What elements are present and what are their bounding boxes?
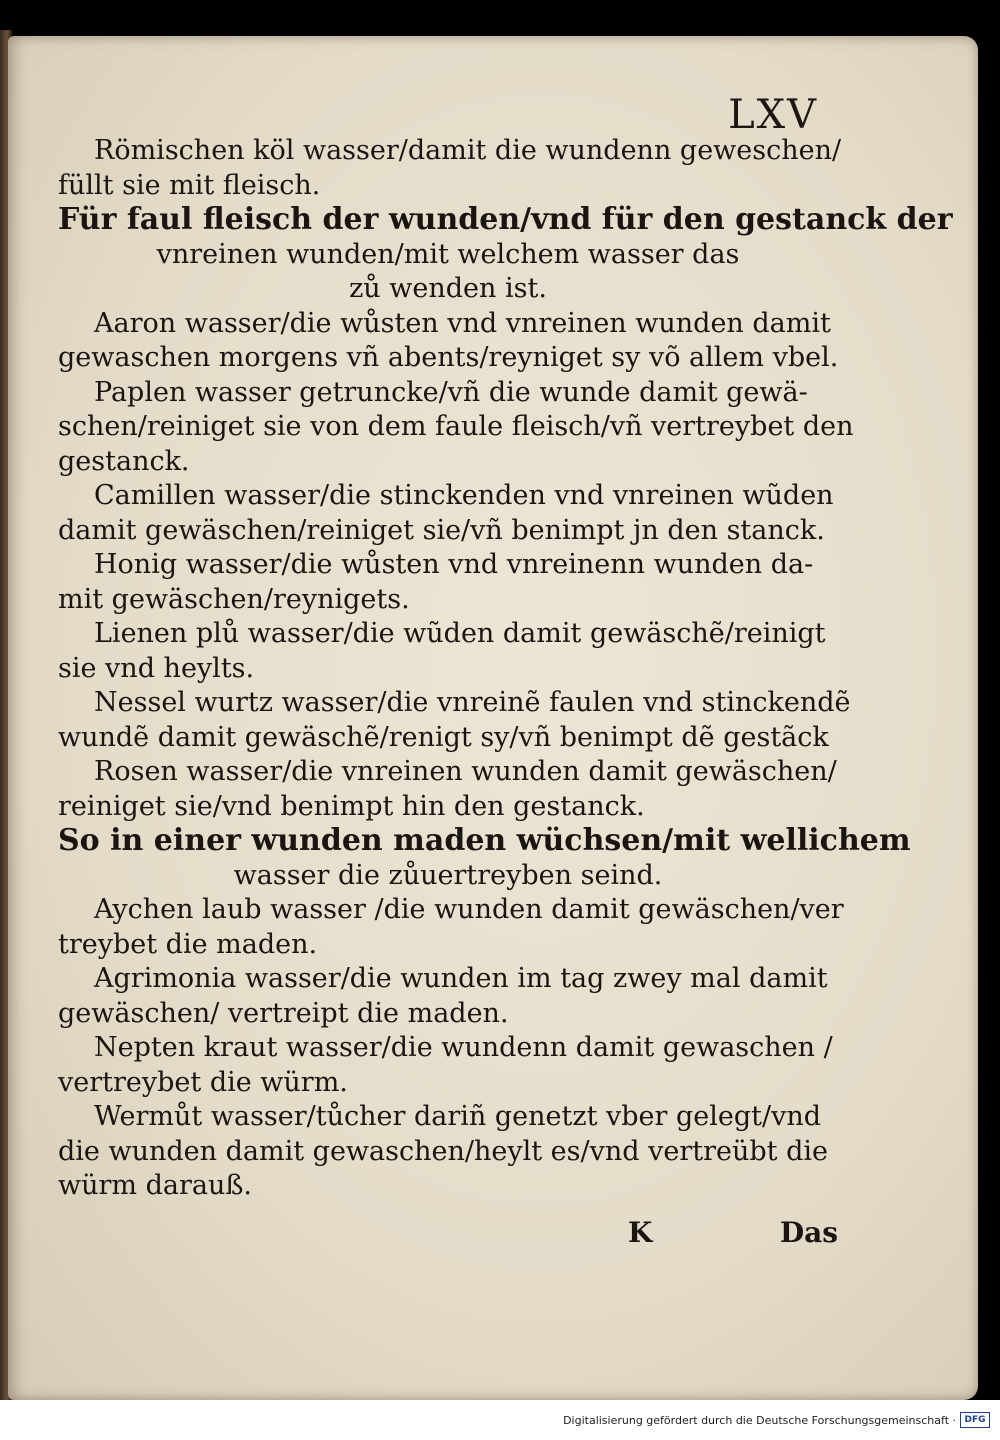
dfg-logo: DFG: [960, 1412, 990, 1428]
text-line: damit gewäschen/reiniget sie/vñ benimpt jn den stanck.: [58, 514, 825, 546]
text-line: gestanck.: [58, 445, 190, 477]
section-heading-line: So in einer wunden maden wüchsen/mit wellichem: [58, 823, 911, 858]
catchword: Das: [779, 1216, 838, 1249]
text-line: vnreinen wunden/mit welchem wasser das: [156, 238, 740, 270]
text-line: schen/reiniget sie von dem faule fleisch/vñ vertreybet den: [58, 411, 854, 442]
page-text: [58, 134, 953, 1204]
text-line: die wunden damit gewaschen/heylt es/vnd vertreübt die: [58, 1135, 828, 1167]
text-line: gewäschen/ vertreipt die maden.: [58, 997, 509, 1029]
text-line: Honig wasser/die wůsten vnd vnreinenn wunden da-: [94, 549, 814, 580]
text-line: füllt sie mit fleisch.: [58, 169, 321, 201]
text-line: Agrimonia wasser/die wunden im tag zwey mal damit: [94, 963, 828, 994]
text-line: reiniget sie/vnd benimpt hin den gestanck.: [58, 790, 645, 822]
text-line: Römischen köl wasser/damit die wundenn geweschen/: [94, 135, 842, 166]
book-page: [8, 36, 978, 1400]
digitization-credit-bar: [0, 1400, 1000, 1440]
text-line: wasser die zůuertreyben seind.: [233, 859, 663, 891]
text-line: mit gewäschen/reynigets.: [58, 583, 410, 615]
signature-mark: K: [628, 1216, 653, 1249]
text-line: zů wenden ist.: [349, 273, 547, 304]
text-line: Paplen wasser getruncke/vñ die wunde damit gewä-: [94, 376, 808, 408]
text-line: Nepten kraut wasser/die wundenn damit gewaschen /: [94, 1032, 833, 1063]
text-line: gewaschen morgens vñ abents/reyniget sy võ allem vbel.: [58, 342, 839, 373]
text-line: Camillen wasser/die stinckenden vnd vnreinen wũden: [94, 480, 834, 511]
text-line: Rosen wasser/die vnreinen wunden damit gewäschen/: [94, 756, 837, 787]
text-line: sie vnd heylts.: [58, 652, 255, 684]
text-line: Aaron wasser/die wůsten vnd vnreinen wunden damit: [94, 307, 831, 339]
funding-credit: Digitalisierung gefördert durch die Deutsche Forschungsgemeinschaft ·: [563, 1414, 956, 1427]
text-line: Aychen laub wasser /die wunden damit gewäschen/ver: [94, 894, 844, 925]
text-line: Lienen plů wasser/die wũden damit gewäschẽ/reinigt: [94, 618, 826, 649]
folio-number: LXV: [728, 92, 818, 138]
text-line: vertreybet die würm.: [58, 1066, 348, 1098]
section-heading-line: Für faul fleisch der wunden/vnd für den gestanck der: [58, 202, 953, 237]
text-line: treybet die maden.: [58, 928, 318, 960]
text-line: würm darauß.: [58, 1170, 252, 1201]
text-line: wundẽ damit gewäschẽ/renigt sy/vñ benimpt dẽ gestãck: [58, 721, 829, 753]
text-line: Wermůt wasser/tůcher dariñ genetzt vber gelegt/vnd: [94, 1101, 822, 1132]
text-line: Nessel wurtz wasser/die vnreinẽ faulen vnd stinckendẽ: [94, 687, 851, 718]
